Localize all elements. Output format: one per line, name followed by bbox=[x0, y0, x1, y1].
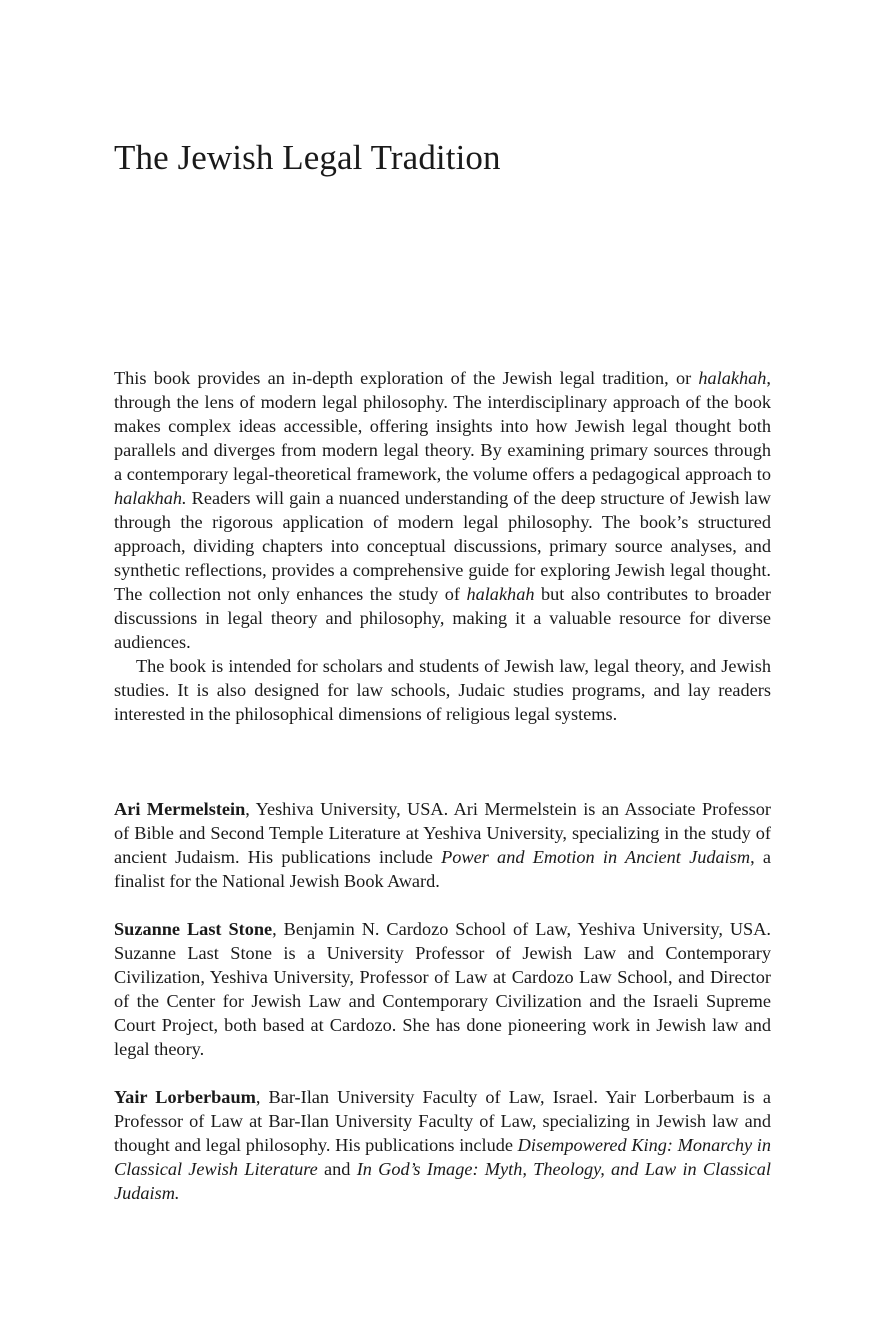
description-paragraph-2: The book is intended for scholars and students of Jewish law, legal theory, and Jewish studies. It is also designed for law schools, Judaic studies programs, and lay readers interested in the philosophical dimensions of religious legal systems. bbox=[114, 656, 771, 724]
description-text: , through the lens of modern legal philosophy. The interdisciplinary approach of the book makes complex ideas accessible, offering insights into how Jewish legal thought both parallels and diverges from modern legal theory. By examining primary sources through a contemporary legal-theoretical framework, the volume offers a pedagogical approach to bbox=[114, 368, 771, 484]
publication-title: Power and Emotion in Ancient Judaism bbox=[441, 847, 751, 867]
italic-term: halakhah bbox=[466, 584, 535, 604]
author-bio-paragraph bbox=[114, 917, 771, 1061]
publication-title: Disempowered King: Monarchy in Classical Jewish Literature bbox=[114, 1135, 771, 1179]
description-text: Readers will gain a nuanced understanding of the deep structure of Jewish law through the rigorous application of modern legal philosophy. The book’s structured approach, dividing chapters into conceptual discussions, primary source analyses, and synthetic reflections, provides a comprehensive guide for exploring Jewish legal thought. The collection not only enhances the study of bbox=[114, 488, 771, 604]
description-text: but also contributes to broader discussions in legal theory and philosophy, making it a valuable resource for diverse audiences. bbox=[114, 584, 771, 652]
author-bio-paragraph bbox=[114, 1085, 771, 1205]
author-name: Ari Mermelstein bbox=[114, 799, 246, 819]
author-bio-text: , Yeshiva University, USA. Ari Mermelstein is an Associate Professor of Bible and Second Temple Literature at Yeshiva University, specializing in the study of ancient Judaism. His publications include bbox=[114, 799, 771, 867]
author-bio-mermelstein bbox=[114, 797, 771, 893]
author-bio-text: , Bar-Ilan University Faculty of Law, Israel. Yair Lorberbaum is a Professor of Law at Bar-Ilan University Faculty of Law, specializing in Jewish law and thought and legal philosophy. His publications include bbox=[114, 1087, 771, 1155]
author-bio-text: , a finalist for the National Jewish Book Award. bbox=[114, 847, 771, 891]
author-name: Suzanne Last Stone bbox=[114, 919, 273, 939]
author-bio-lorberbaum bbox=[114, 1085, 771, 1205]
italic-term: halakhah bbox=[698, 368, 767, 388]
author-bio-text: , Benjamin N. Cardozo School of Law, Yeshiva University, USA. Suzanne Last Stone is a University Professor of Jewish Law and Contemporary Civilization, Yeshiva University, Professor of Law at Cardozo Law School, and Director of the Center for Jewish Law and Contemporary Civilization and the Israeli Supreme Court Project, both based at Cardozo. She has done pioneering work in Jewish law and legal theory. bbox=[114, 919, 771, 1059]
description-text: This book provides an in-depth exploration of the Jewish legal tradition, or bbox=[114, 368, 699, 388]
italic-term: halakhah. bbox=[114, 488, 187, 508]
book-description bbox=[114, 366, 771, 726]
description-paragraph-1 bbox=[114, 366, 771, 654]
author-bio-paragraph bbox=[114, 797, 771, 893]
page-title: The Jewish Legal Tradition bbox=[114, 138, 501, 177]
publication-title: In God’s Image: Myth, Theology, and Law in Classical Judaism. bbox=[114, 1159, 771, 1203]
author-bio-text: and bbox=[317, 1159, 357, 1179]
author-bio-stone bbox=[114, 917, 771, 1061]
author-name: Yair Lorberbaum bbox=[114, 1087, 256, 1107]
